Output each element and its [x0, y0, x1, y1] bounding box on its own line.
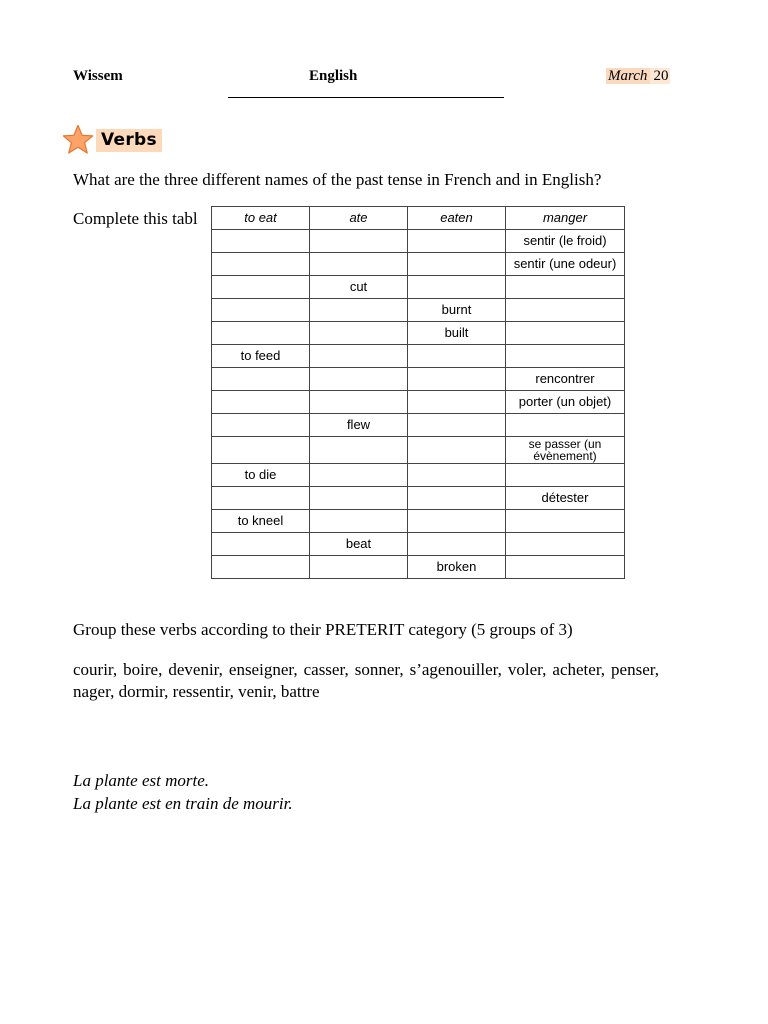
student-name: Wissem: [73, 68, 123, 84]
table-cell: [212, 299, 310, 322]
table-cell: sentir (le froid): [506, 230, 625, 253]
table-row: [212, 230, 625, 253]
table-row: [212, 487, 625, 510]
table-header-row: [212, 207, 625, 230]
verb-table: [211, 206, 625, 579]
table-cell: sentir (une odeur): [506, 253, 625, 276]
example-sentence: La plante est en train de mourir.: [73, 794, 293, 813]
table-cell: [212, 437, 310, 464]
section-title: Verbs: [96, 129, 162, 152]
section-heading: [62, 124, 162, 156]
table-cell: [212, 253, 310, 276]
table-row: [212, 299, 625, 322]
date: [606, 68, 670, 85]
table-row: [212, 322, 625, 345]
table-cell: [408, 464, 506, 487]
star-icon: [62, 124, 94, 156]
table-cell: [212, 230, 310, 253]
table-cell: broken: [408, 556, 506, 579]
table-cell: [310, 322, 408, 345]
table-row: [212, 437, 625, 464]
table-cell: [310, 510, 408, 533]
table-cell: [506, 299, 625, 322]
table-cell: se passer (un évènement): [506, 437, 625, 464]
table-cell: cut: [310, 276, 408, 299]
table-cell: [310, 556, 408, 579]
table-cell: [212, 368, 310, 391]
table-header-cell: manger: [506, 207, 625, 230]
table-cell: beat: [310, 533, 408, 556]
table-cell: [408, 230, 506, 253]
table-row: [212, 345, 625, 368]
table-cell: [506, 345, 625, 368]
verb-list: courir, boire, devenir, enseigner, casser, sonner, s’agenouiller, voler, acheter, penser, nager, dormir, ressentir, venir, battre: [73, 660, 659, 701]
question-complete-table: Complete this tabl: [73, 209, 198, 228]
table-cell: [506, 510, 625, 533]
table-cell: [506, 464, 625, 487]
date-day: 20: [650, 68, 670, 84]
table-row: [212, 556, 625, 579]
table-cell: porter (un objet): [506, 391, 625, 414]
table-cell: [212, 533, 310, 556]
table-cell: [408, 276, 506, 299]
table-cell: [310, 391, 408, 414]
table-cell: [310, 345, 408, 368]
table-cell: détester: [506, 487, 625, 510]
question-group-verbs: Group these verbs according to their PRETERIT category (5 groups of 3): [73, 620, 573, 639]
table-cell: [506, 414, 625, 437]
table-cell: to kneel: [212, 510, 310, 533]
table-cell: [408, 510, 506, 533]
header-divider: [228, 97, 504, 98]
table-cell: [408, 487, 506, 510]
table-cell: burnt: [408, 299, 506, 322]
date-month: March: [606, 68, 650, 84]
table-row: [212, 510, 625, 533]
table-cell: [506, 276, 625, 299]
table-row: [212, 414, 625, 437]
table-cell: [310, 464, 408, 487]
subject-title: English: [309, 68, 358, 84]
table-cell: to feed: [212, 345, 310, 368]
table-cell: [212, 414, 310, 437]
table-row: [212, 253, 625, 276]
table-cell: [212, 276, 310, 299]
table-cell: [212, 556, 310, 579]
table-cell: [212, 487, 310, 510]
question-past-tense: What are the three different names of the past tense in French and in English?: [73, 170, 602, 189]
table-row: [212, 464, 625, 487]
table-row: [212, 368, 625, 391]
table-cell: [310, 230, 408, 253]
table-cell: [408, 414, 506, 437]
table-cell: [310, 368, 408, 391]
table-header-cell: ate: [310, 207, 408, 230]
table-cell: flew: [310, 414, 408, 437]
table-cell: [310, 437, 408, 464]
table-cell: [310, 253, 408, 276]
table-cell: [408, 533, 506, 556]
table-cell: [212, 391, 310, 414]
table-row: [212, 391, 625, 414]
table-row: [212, 276, 625, 299]
example-sentence: La plante est morte.: [73, 771, 209, 790]
table-cell: [506, 533, 625, 556]
table-cell: built: [408, 322, 506, 345]
table-row: [212, 533, 625, 556]
table-header-cell: eaten: [408, 207, 506, 230]
table-cell: [408, 253, 506, 276]
table-cell: rencontrer: [506, 368, 625, 391]
table-cell: [408, 345, 506, 368]
table-cell: [408, 391, 506, 414]
table-cell: [506, 556, 625, 579]
table-cell: [408, 368, 506, 391]
table-cell: [310, 299, 408, 322]
table-header-cell: to eat: [212, 207, 310, 230]
table-cell: [310, 487, 408, 510]
table-cell: [506, 322, 625, 345]
table-cell: to die: [212, 464, 310, 487]
table-cell: [212, 322, 310, 345]
table-cell: [408, 437, 506, 464]
